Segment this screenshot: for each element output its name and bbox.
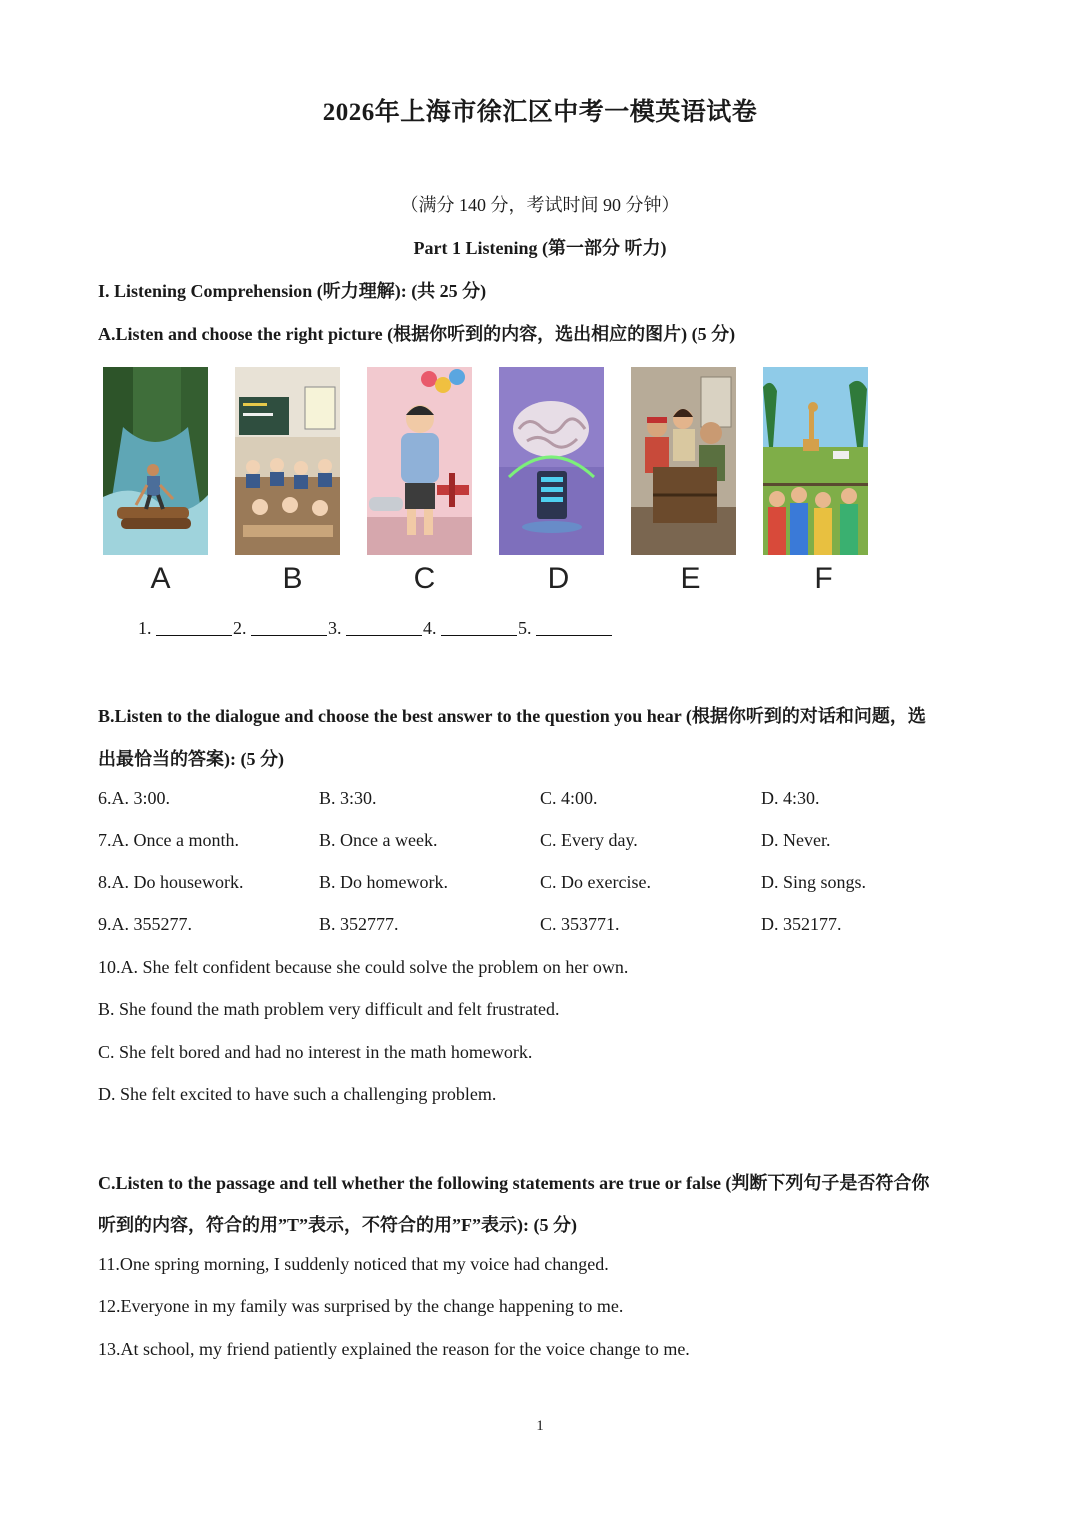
section-a-heading: A.Listen and choose the right picture (根据你听到的内容，选出相应的图片) (5 分) xyxy=(98,324,736,344)
q9-option-c: C. 353771. xyxy=(540,914,620,934)
exam-title: 2026年上海市徐汇区中考一模英语试卷 xyxy=(322,99,758,126)
answer-blank[interactable] xyxy=(536,617,612,636)
rafting-river-icon xyxy=(103,367,208,555)
classroom-icon xyxy=(235,367,340,555)
q7-option-a: 7.A. Once a month. xyxy=(98,830,239,850)
statement-11: 11.One spring morning, I suddenly noticed that my voice had changed. xyxy=(98,1254,609,1274)
answer-blank[interactable] xyxy=(441,617,517,636)
part1-heading: Part 1 Listening (第一部分 听力) xyxy=(413,238,667,258)
section-c-heading: C.Listen to the passage and tell whether the following statements are true or false (判断下列句子是否符合你 xyxy=(98,1173,930,1193)
exam-info: （满分 140 分，考试时间 90 分钟） xyxy=(400,195,680,215)
q7-option-c: C. Every day. xyxy=(540,830,638,850)
q10-option-a: 10.A. She felt confident because she could solve the problem on her own. xyxy=(98,957,629,977)
zoo-giraffe-icon xyxy=(763,367,868,555)
section-b-heading-cont: 出最恰当的答案): (5 分) xyxy=(98,749,284,769)
q10-option-c: C. She felt bored and had no interest in the math homework. xyxy=(98,1042,533,1062)
answer-blanks xyxy=(138,617,613,639)
statement-12: 12.Everyone in my family was surprised by the change happening to me. xyxy=(98,1296,624,1316)
section-c-heading-cont: 听到的内容，符合的用”T”表示，不符合的用”F”表示): (5 分) xyxy=(98,1215,577,1235)
q7-option-d: D. Never. xyxy=(761,830,831,850)
picture-d xyxy=(499,367,604,555)
boy-with-toys-icon xyxy=(367,367,472,555)
q6-option-b: B. 3:30. xyxy=(319,788,377,808)
q9-option-a: 9.A. 355277. xyxy=(98,914,192,934)
picture-f xyxy=(763,367,868,555)
blank-label: 4. xyxy=(423,618,437,638)
page-number: 1 xyxy=(536,1418,544,1434)
answer-blank[interactable] xyxy=(156,617,232,636)
picture-c-label: C xyxy=(413,562,436,595)
answer-blank[interactable] xyxy=(346,617,422,636)
q6-option-c: C. 4:00. xyxy=(540,788,598,808)
picture-e xyxy=(631,367,736,555)
picture-d-label: D xyxy=(547,562,570,595)
q8-option-b: B. Do homework. xyxy=(319,872,448,892)
picture-a xyxy=(103,367,208,555)
section-i-heading: I. Listening Comprehension (听力理解): (共 25 分) xyxy=(98,281,487,301)
brain-computer-icon xyxy=(499,367,604,555)
q7-option-b: B. Once a week. xyxy=(319,830,438,850)
picture-b xyxy=(235,367,340,555)
blank-label: 3. xyxy=(328,618,342,638)
answer-blank[interactable] xyxy=(251,617,327,636)
q9-option-d: D. 352177. xyxy=(761,914,842,934)
q8-option-d: D. Sing songs. xyxy=(761,872,867,892)
section-b-heading: B.Listen to the dialogue and choose the best answer to the question you hear (根据你听到的对话和问题，选 xyxy=(98,706,926,726)
blank-label: 5. xyxy=(518,618,532,638)
picture-e-label: E xyxy=(680,562,701,595)
q10-option-b: B. She found the math problem very difficult and felt frustrated. xyxy=(98,999,560,1019)
q6-option-d: D. 4:30. xyxy=(761,788,820,808)
picture-a-label: A xyxy=(150,562,171,595)
picture-f-label: F xyxy=(814,562,833,595)
q8-option-a: 8.A. Do housework. xyxy=(98,872,244,892)
blank-label: 1. xyxy=(138,618,152,638)
q6-option-a: 6.A. 3:00. xyxy=(98,788,170,808)
q10-option-d: D. She felt excited to have such a challenging problem. xyxy=(98,1084,497,1104)
picture-c xyxy=(367,367,472,555)
q9-option-b: B. 352777. xyxy=(319,914,399,934)
picture-b-label: B xyxy=(282,562,303,595)
blank-label: 2. xyxy=(233,618,247,638)
q8-option-c: C. Do exercise. xyxy=(540,872,651,892)
statement-13: 13.At school, my friend patiently explained the reason for the voice change to me. xyxy=(98,1339,690,1359)
moving-box-icon xyxy=(631,367,736,555)
